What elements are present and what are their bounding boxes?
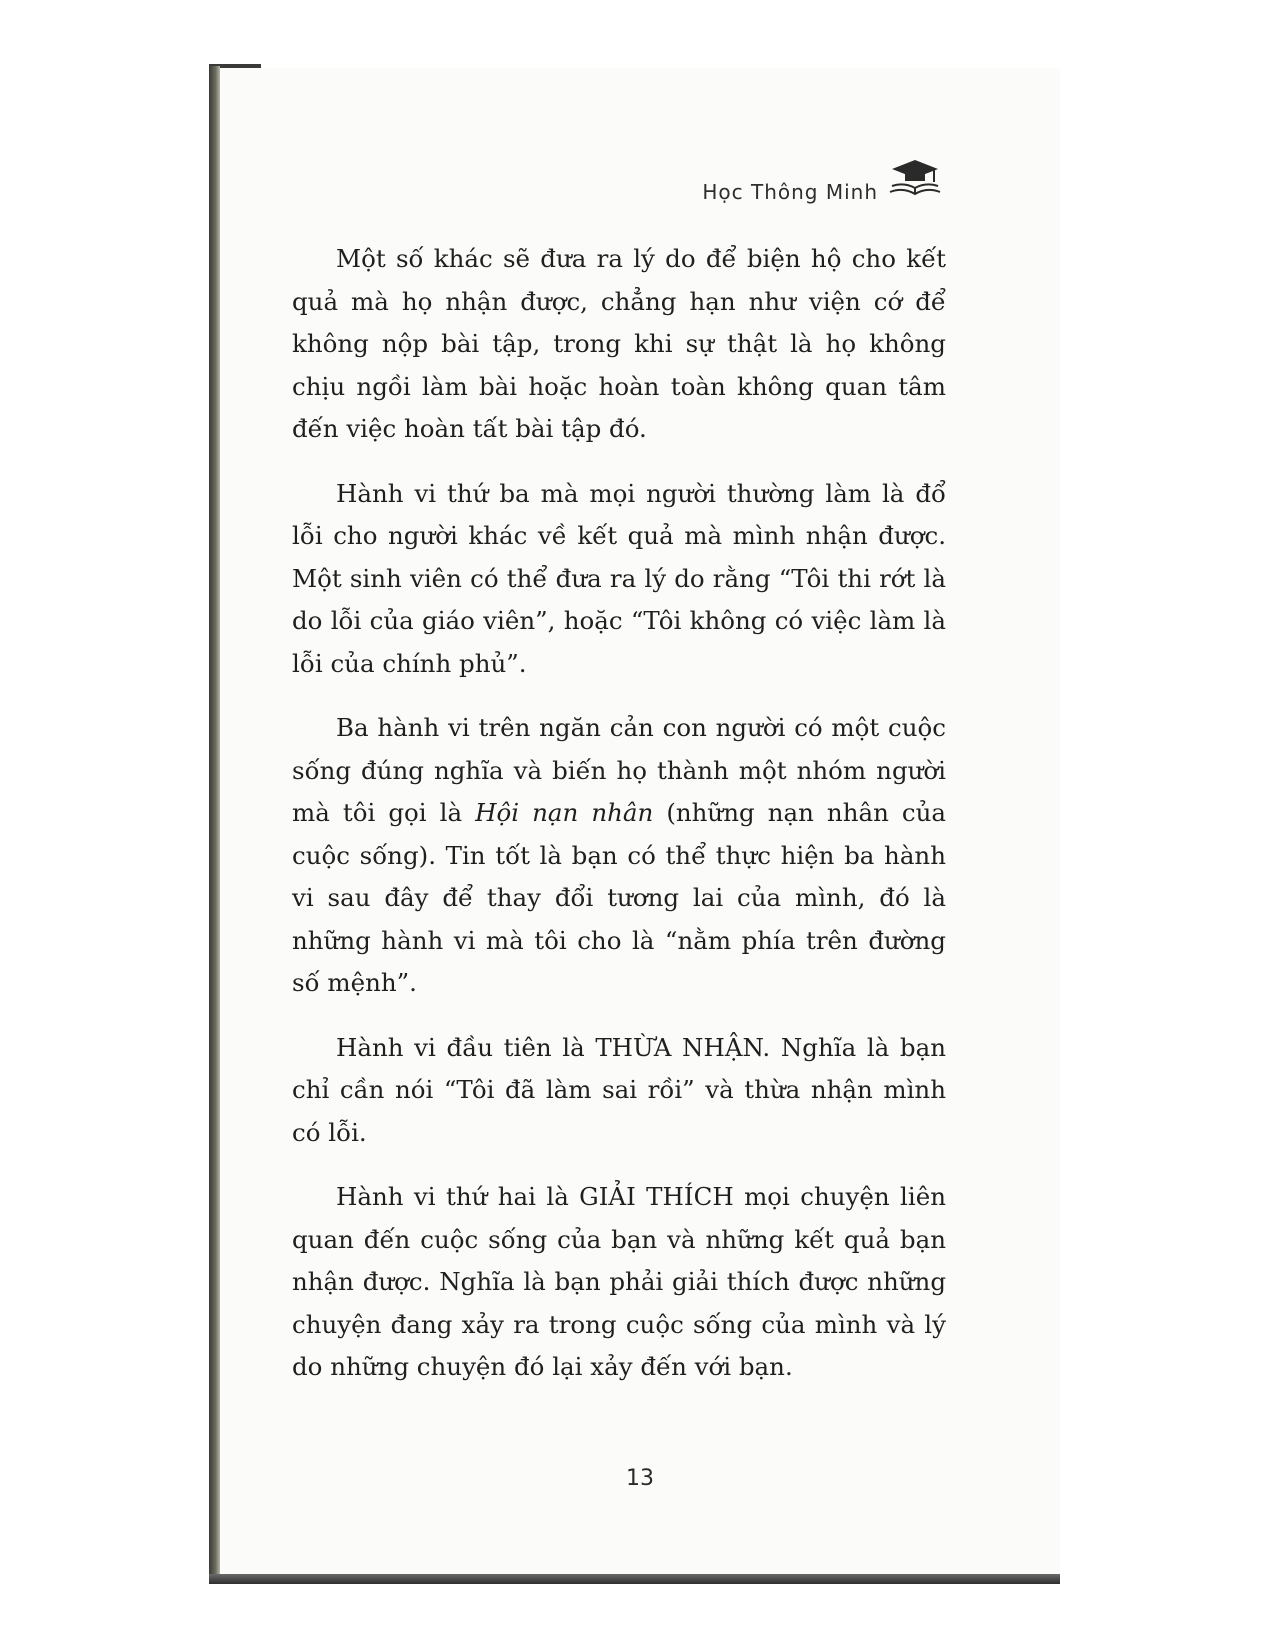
running-header (702, 156, 942, 204)
header-title: Học Thông Minh (702, 180, 878, 204)
paragraph-2: Hành vi thứ ba mà mọi người thường làm là đổ lỗi cho người khác về kết quả mà mình nhận được. Một sinh viên có thể đưa ra lý do rằng “Tôi thi rớt là do lỗi của giáo viên”, hoặc “Tôi không có việc làm là lỗi của chính phủ”. (292, 478, 946, 678)
binding-edge-bottom (209, 1574, 1060, 1584)
body-text (292, 238, 946, 1411)
page-number: 13 (626, 1466, 654, 1491)
paragraph-3-text-before: Ba hành vi trên ngăn cản con người có một cuộc sống đúng nghĩa và biến họ thành một nhóm người mà tôi gọi là (292, 713, 946, 827)
paragraph-3-italic-term: Hội nạn nhân (475, 798, 654, 827)
book-page (220, 68, 1060, 1574)
paragraph-5: Hành vi thứ hai là GIẢI THÍCH mọi chuyện liên quan đến cuộc sống của bạn và những kết quả bạn nhận được. Nghĩa là bạn phải giải thích được những chuyện đang xảy ra trong cuộc sống của mình và lý do những chuyện đó lại xảy đến với bạn. (292, 1182, 946, 1381)
paragraph-1: Một số khác sẽ đưa ra lý do để biện hộ cho kết quả mà họ nhận được, chẳng hạn như viện cớ để không nộp bài tập, trong khi sự thật là họ không chịu ngồi làm bài hoặc hoàn toàn không quan tâm đến việc hoàn tất bài tập đó. (292, 244, 946, 443)
paragraph-3-text-after: (những nạn nhân của cuộc sống). Tin tốt là bạn có thể thực hiện ba hành vi sau đây để thay đổi tương lai của mình, đó là những hành vi mà tôi cho là “nằm phía trên đường số mệnh”. (292, 798, 947, 997)
binding-edge-left (209, 66, 220, 1582)
paragraph-3 (292, 707, 946, 1005)
graduation-cap-book-icon (888, 156, 942, 204)
paragraph-4: Hành vi đầu tiên là THỪA NHẬN. Nghĩa là bạn chỉ cần nói “Tôi đã làm sai rồi” và thừa nhận mình có lỗi. (292, 1032, 946, 1147)
